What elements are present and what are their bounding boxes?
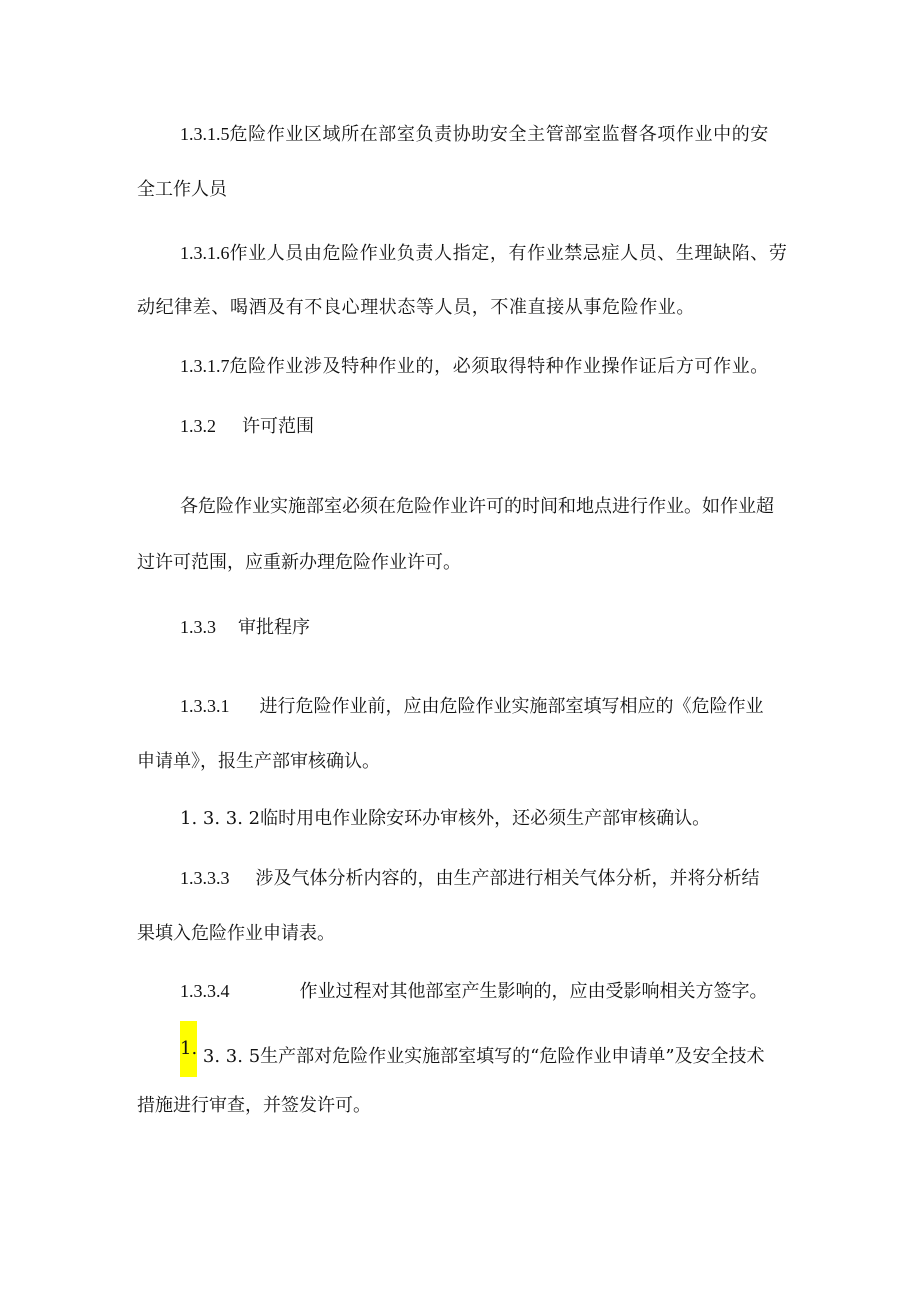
heading-title: 许可范围 [242,416,314,437]
paragraph-1-3-3-5 [180,1037,765,1077]
paragraph-1-3-3-3 [180,866,760,891]
paragraph-text: 动纪律差、喝酒及有不良心理状态等人员，不准直接从事危险作业。 [137,297,695,318]
section-number: 1.3.1.7 [180,356,230,376]
paragraph-text: 全工作人员 [137,179,227,200]
section-number: 1.3.2 [180,416,216,436]
heading-1-3-3 [180,615,310,640]
paragraph-text: 危险作业涉及特种作业的，必须取得特种作业操作证后方可作业。 [229,356,769,377]
paragraph-permit-scope-continued [137,551,461,575]
paragraph-text: 涉及气体分析内容的，由生产部进行相关气体分析，并将分析结 [255,868,760,889]
paragraph-text: 临时用电作业除安环办审核外，还必须生产部审核确认。 [260,808,711,829]
paragraph-text: 进行危险作业前，应由危险作业实施部室填写相应的《危险作业 [259,696,764,717]
paragraph-1-3-1-6 [180,241,788,266]
paragraph-1-3-1-5 [180,122,769,147]
paragraph-text: 申请单》，报生产部审核确认。 [137,751,380,772]
paragraph-1-3-1-6-continued [137,296,695,320]
paragraph-text: 过许可范围，应重新办理危险作业许可。 [137,552,461,573]
section-number: 1.3.3 [180,617,216,637]
section-number: 1.3.1.5 [180,124,230,144]
section-number: 1.3.3.1 [180,696,230,716]
paragraph-1-3-3-4 [180,979,768,1004]
section-number: 1.3.1.6 [180,243,230,263]
highlighted-section-number: 1. [180,1021,197,1077]
paragraph-text: 作业人员由危险作业负责人指定，有作业禁忌症人员、生理缺陷、劳 [229,243,788,264]
paragraph-1-3-1-7 [180,354,769,379]
paragraph-text: 措施进行审查，并签发许可。 [137,1095,371,1116]
paragraph-text: 生产部对危险作业实施部室填写的“危险作业申请单”及安全技术 [260,1046,765,1067]
section-number: 1.3.3.4 [180,981,230,1001]
section-number: 1. 3. 3. 2 [180,808,261,829]
heading-1-3-2 [180,414,314,439]
paragraph-text: 危险作业区域所在部室负责协助安全主管部室监督各项作业中的安 [229,124,769,145]
paragraph-1-3-3-5-continued [137,1094,371,1118]
paragraph-1-3-3-1 [180,694,764,719]
section-number: 3. 3. 5 [197,1046,261,1067]
heading-title: 审批程序 [238,617,310,638]
paragraph-1-3-3-1-continued [137,750,380,774]
paragraph-text: 果填入危险作业申请表。 [137,923,335,944]
paragraph-1-3-3-3-continued [137,922,335,946]
paragraph-text: 作业过程对其他部室产生影响的，应由受影响相关方签字。 [299,981,768,1002]
paragraph-text: 各危险作业实施部室必须在危险作业许可的时间和地点进行作业。如作业超 [180,496,774,517]
paragraph-1-3-3-2 [180,807,710,831]
paragraph-permit-scope [180,495,774,519]
paragraph-1-3-1-5-continued [137,178,227,202]
section-number: 1.3.3.3 [180,868,230,888]
